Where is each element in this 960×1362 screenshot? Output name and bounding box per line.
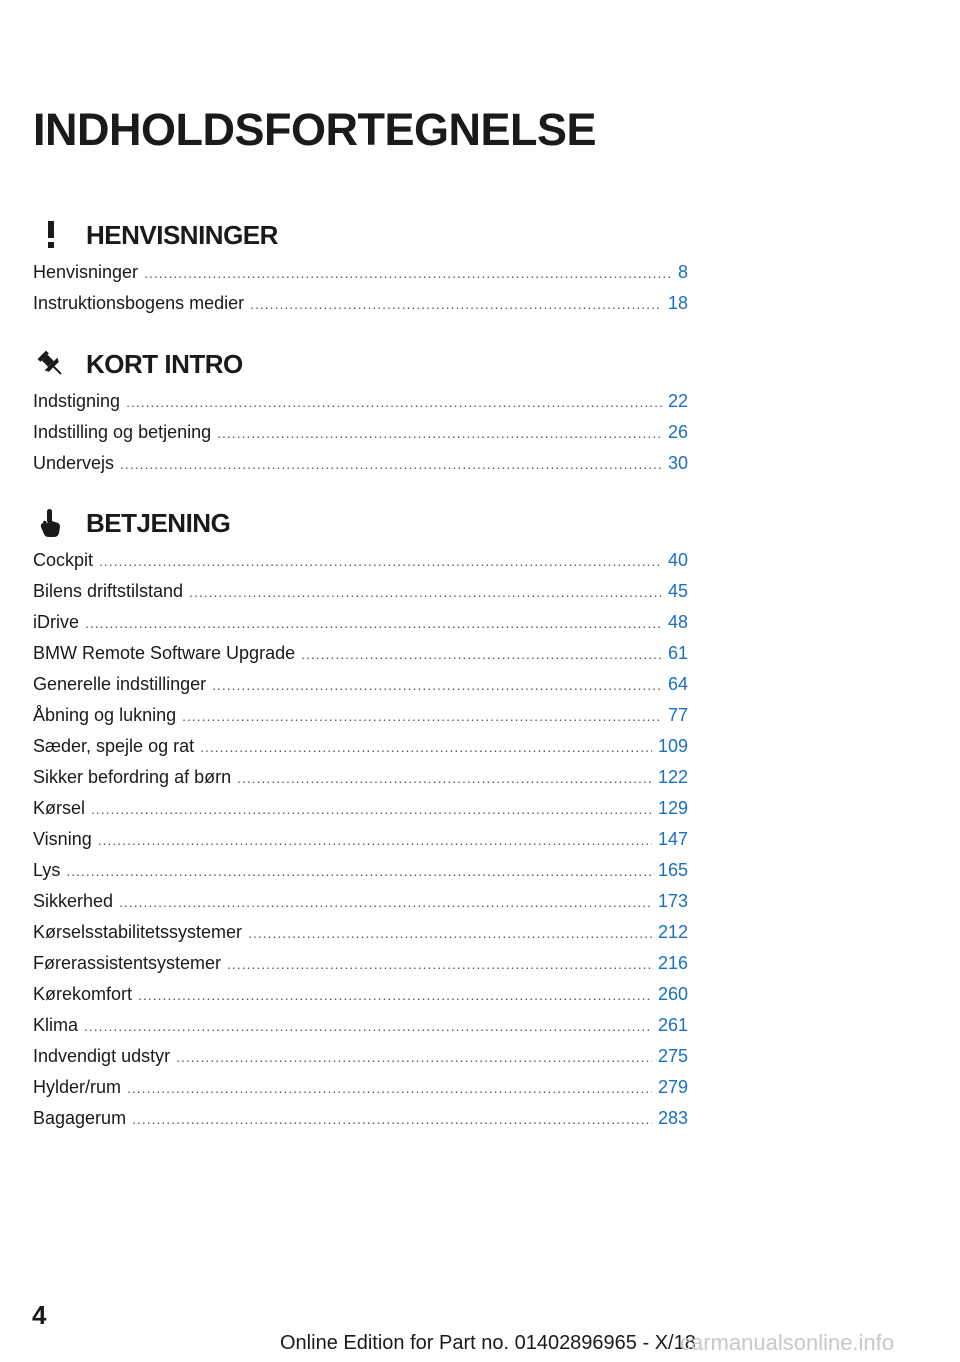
dot-leader xyxy=(98,825,652,856)
dot-leader xyxy=(248,918,652,949)
section-henvisninger xyxy=(33,213,688,319)
section-title: KORT INTRO xyxy=(86,349,243,379)
section-header xyxy=(33,501,688,545)
toc-entry[interactable] xyxy=(33,638,688,669)
section-header xyxy=(33,213,688,257)
toc-entry-undervejs[interactable] xyxy=(33,448,688,479)
section-header xyxy=(33,342,688,386)
toc-entry[interactable] xyxy=(33,1041,688,1072)
dot-leader xyxy=(200,732,652,763)
dot-leader xyxy=(301,639,662,670)
section-kort-intro xyxy=(33,342,688,479)
toc-label: Visning xyxy=(33,829,92,849)
toc-label: BMW Remote Software Upgrade xyxy=(33,643,296,663)
toc-page-link[interactable]: 173 xyxy=(657,891,688,911)
toc-page-link[interactable]: 260 xyxy=(657,984,688,1004)
toc-page-link[interactable]: 261 xyxy=(657,1015,688,1035)
dot-leader xyxy=(119,887,652,918)
toc-entry[interactable] xyxy=(33,1072,688,1103)
dot-leader xyxy=(227,949,652,980)
toc-label: Sæder, spejle og rat xyxy=(33,736,195,756)
toc-page-link[interactable]: 48 xyxy=(667,612,688,632)
toc-entry[interactable] xyxy=(33,1010,688,1041)
toc-entry[interactable] xyxy=(33,669,688,700)
toc-page-link[interactable]: 275 xyxy=(657,1046,688,1066)
toc-page-link[interactable]: 18 xyxy=(667,293,688,313)
warning-icon xyxy=(33,219,69,251)
dot-leader xyxy=(84,1011,652,1042)
toc-page-link[interactable]: 216 xyxy=(657,953,688,973)
watermark: carmanualsonline.info xyxy=(680,1330,895,1355)
toc-page-link[interactable]: 40 xyxy=(667,550,688,570)
dot-leader xyxy=(217,418,662,449)
dot-leader xyxy=(212,670,662,701)
dot-leader xyxy=(138,980,652,1011)
section-title: BETJENING xyxy=(86,508,231,538)
dot-leader xyxy=(85,608,662,639)
toc-page-link[interactable]: 129 xyxy=(657,798,688,818)
toc-page-link[interactable]: 22 xyxy=(667,391,688,411)
toc-entry[interactable] xyxy=(33,607,688,638)
toc-page-link[interactable]: 45 xyxy=(667,581,688,601)
pushpin-icon xyxy=(33,348,69,380)
dot-leader xyxy=(127,1073,652,1104)
toc-label: Generelle indstillinger xyxy=(33,674,207,694)
toc-label: Indvendigt udstyr xyxy=(33,1046,171,1066)
toc-page-link[interactable]: 212 xyxy=(657,922,688,942)
dot-leader xyxy=(182,701,662,732)
toc-page-link[interactable]: 122 xyxy=(657,767,688,787)
toc-entry-henvisninger[interactable] xyxy=(33,257,688,288)
toc-label: Lys xyxy=(33,860,61,880)
dot-leader xyxy=(250,289,662,320)
toc-label: Sikkerhed xyxy=(33,891,114,911)
dot-leader xyxy=(99,546,662,577)
toc-label: Sikker befordring af børn xyxy=(33,767,232,787)
toc-entry[interactable] xyxy=(33,1103,688,1134)
dot-leader xyxy=(132,1104,652,1135)
toc-entry[interactable] xyxy=(33,824,688,855)
toc-label: Bilens driftstilstand xyxy=(33,581,184,601)
toc-list xyxy=(33,386,688,479)
section-betjening xyxy=(33,501,688,1134)
dot-leader xyxy=(237,763,652,794)
toc-page-link[interactable]: 30 xyxy=(667,453,688,473)
toc-label: Kørsel xyxy=(33,798,86,818)
toc-label: Indstilling og betjening xyxy=(33,422,212,442)
toc-page-link[interactable]: 64 xyxy=(667,674,688,694)
toc-list xyxy=(33,545,688,1134)
section-title: HENVISNINGER xyxy=(86,220,278,250)
toc-label: Henvisninger xyxy=(33,262,139,282)
toc-label: Førerassistentsystemer xyxy=(33,953,222,973)
dot-leader xyxy=(91,794,652,825)
toc-page-link[interactable]: 109 xyxy=(657,736,688,756)
toc-label: Cockpit xyxy=(33,550,94,570)
page-title: INDHOLDSFORTEGNELSE xyxy=(33,104,597,155)
dot-leader xyxy=(176,1042,652,1073)
toc-entry[interactable] xyxy=(33,545,688,576)
page-number: 4 xyxy=(32,1300,47,1330)
toc-page-link[interactable]: 279 xyxy=(657,1077,688,1097)
toc-label: Åbning og lukning xyxy=(33,705,177,725)
toc-label: Instruktionsbogens medier xyxy=(33,293,245,313)
toc-page-link[interactable]: 165 xyxy=(657,860,688,880)
pointing-hand-icon xyxy=(33,507,69,539)
toc-page-link[interactable]: 147 xyxy=(657,829,688,849)
toc-entry[interactable] xyxy=(33,979,688,1010)
toc-entry[interactable] xyxy=(33,855,688,886)
toc-page-link[interactable]: 8 xyxy=(677,262,688,282)
toc-label: Undervejs xyxy=(33,453,115,473)
toc-list xyxy=(33,257,688,319)
toc-entry[interactable] xyxy=(33,948,688,979)
toc-label: Klima xyxy=(33,1015,79,1035)
toc-entry-instruktionsbogens-medier[interactable] xyxy=(33,288,688,319)
toc-label: Indstigning xyxy=(33,391,121,411)
toc-entry-indstigning[interactable] xyxy=(33,386,688,417)
dot-leader xyxy=(189,577,662,608)
dot-leader xyxy=(144,258,672,289)
toc-entry[interactable] xyxy=(33,917,688,948)
toc-page-link[interactable]: 26 xyxy=(667,422,688,442)
dot-leader xyxy=(126,387,662,418)
toc-label: Hylder/rum xyxy=(33,1077,122,1097)
toc-entry[interactable] xyxy=(33,793,688,824)
toc-label: Kørekomfort xyxy=(33,984,133,1004)
toc-label: iDrive xyxy=(33,612,80,632)
toc-entry[interactable] xyxy=(33,762,688,793)
toc-page-link[interactable]: 283 xyxy=(657,1108,688,1128)
toc-label: Kørselsstabilitetssystemer xyxy=(33,922,243,942)
dot-leader xyxy=(120,449,662,480)
toc-label: Bagagerum xyxy=(33,1108,127,1128)
toc-page-link[interactable]: 61 xyxy=(667,643,688,663)
footer-edition-text: Online Edition for Part no. 01402896965 - X/18 xyxy=(280,1332,696,1354)
dot-leader xyxy=(66,856,652,887)
toc-entry-indstilling-og-betjening[interactable] xyxy=(33,417,688,448)
toc-entry[interactable] xyxy=(33,700,688,731)
toc-entry[interactable] xyxy=(33,886,688,917)
toc-entry[interactable] xyxy=(33,576,688,607)
toc-page-link[interactable]: 77 xyxy=(667,705,688,725)
toc-entry[interactable] xyxy=(33,731,688,762)
